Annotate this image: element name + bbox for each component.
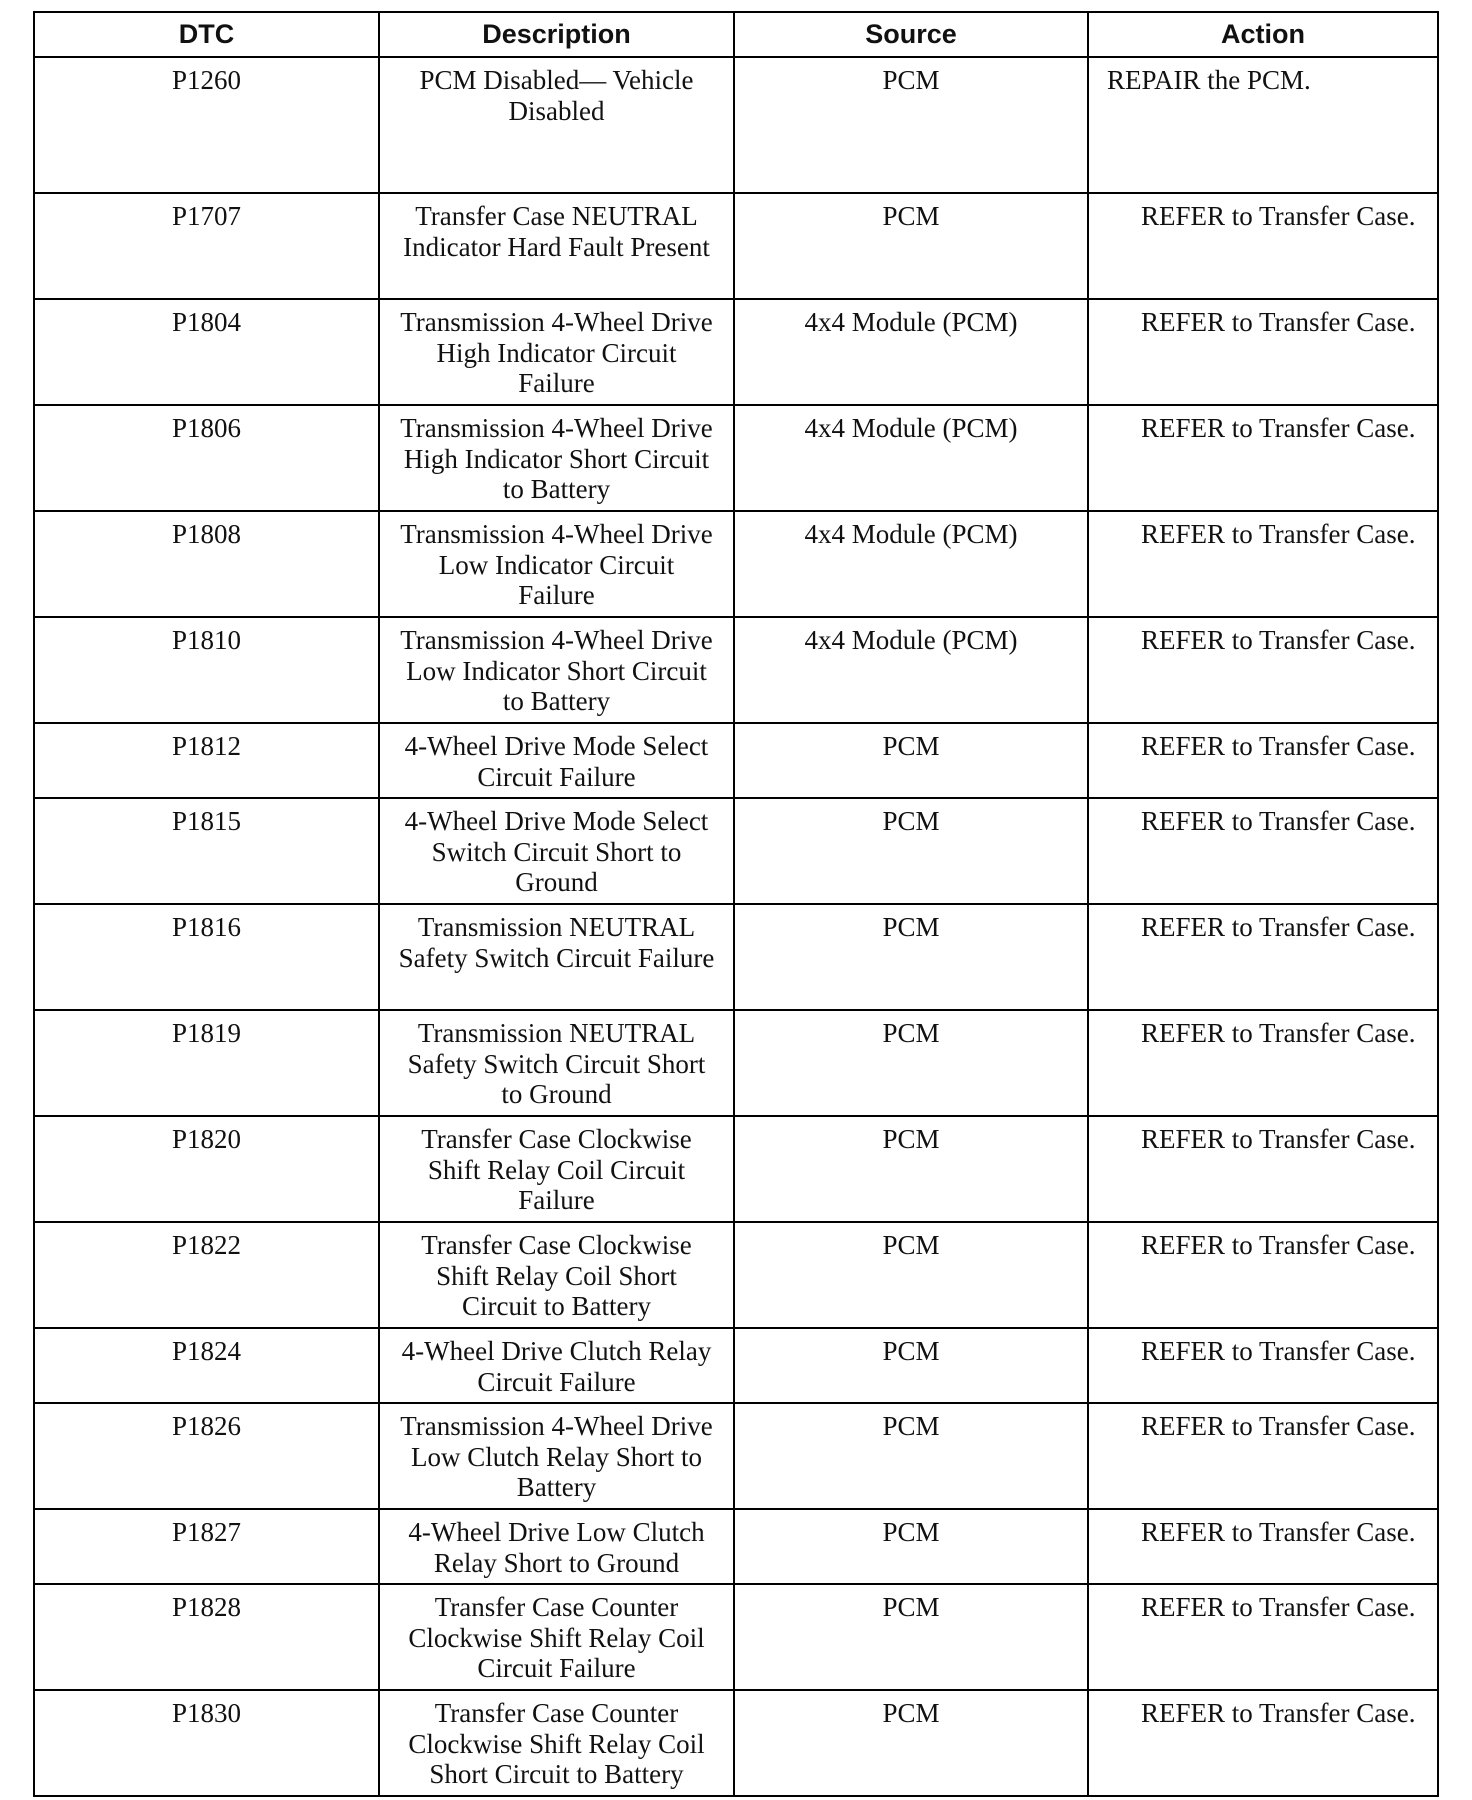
- table-row: [34, 511, 1438, 617]
- dtc-description: Transmission NEUTRAL Safety Switch Circuit Short to Ground: [379, 1010, 734, 1116]
- dtc-action: REFER to Transfer Case.: [1088, 1010, 1438, 1116]
- dtc-source: PCM: [734, 1010, 1088, 1116]
- table-row: [34, 1403, 1438, 1509]
- dtc-code: P1824: [34, 1328, 379, 1403]
- dtc-code: P1820: [34, 1116, 379, 1222]
- dtc-code: P1826: [34, 1403, 379, 1509]
- dtc-source: 4x4 Module (PCM): [734, 617, 1088, 723]
- dtc-action: REFER to Transfer Case.: [1088, 193, 1438, 299]
- dtc-action: REFER to Transfer Case.: [1088, 904, 1438, 1010]
- table-row: [34, 1116, 1438, 1222]
- table-row: [34, 57, 1438, 193]
- dtc-description: Transmission 4-Wheel Drive Low Indicator Circuit Failure: [379, 511, 734, 617]
- table-row: [34, 798, 1438, 904]
- dtc-description: PCM Disabled— Vehicle Disabled: [379, 57, 734, 193]
- dtc-code: P1808: [34, 511, 379, 617]
- dtc-source: 4x4 Module (PCM): [734, 405, 1088, 511]
- dtc-action: REPAIR the PCM.: [1088, 57, 1438, 193]
- dtc-action: REFER to Transfer Case.: [1088, 299, 1438, 405]
- dtc-source: 4x4 Module (PCM): [734, 299, 1088, 405]
- dtc-action: REFER to Transfer Case.: [1088, 1328, 1438, 1403]
- dtc-code: P1828: [34, 1584, 379, 1690]
- dtc-action: REFER to Transfer Case.: [1088, 723, 1438, 798]
- dtc-code: P1815: [34, 798, 379, 904]
- dtc-description: Transmission 4-Wheel Drive High Indicator Short Circuit to Battery: [379, 405, 734, 511]
- dtc-source: PCM: [734, 1690, 1088, 1796]
- dtc-source: PCM: [734, 1509, 1088, 1584]
- dtc-code: P1806: [34, 405, 379, 511]
- dtc-code: P1816: [34, 904, 379, 1010]
- dtc-source: PCM: [734, 904, 1088, 1010]
- dtc-source: PCM: [734, 57, 1088, 193]
- dtc-code: P1819: [34, 1010, 379, 1116]
- dtc-action: REFER to Transfer Case.: [1088, 1403, 1438, 1509]
- dtc-action: REFER to Transfer Case.: [1088, 1509, 1438, 1584]
- dtc-action: REFER to Transfer Case.: [1088, 617, 1438, 723]
- dtc-description: Transfer Case Counter Clockwise Shift Relay Coil Short Circuit to Battery: [379, 1690, 734, 1796]
- dtc-description: Transmission 4-Wheel Drive Low Clutch Relay Short to Battery: [379, 1403, 734, 1509]
- header-source: Source: [734, 12, 1088, 57]
- dtc-code: P1260: [34, 57, 379, 193]
- dtc-description: Transmission 4-Wheel Drive High Indicator Circuit Failure: [379, 299, 734, 405]
- dtc-description: Transfer Case Clockwise Shift Relay Coil Short Circuit to Battery: [379, 1222, 734, 1328]
- table-row: [34, 1509, 1438, 1584]
- dtc-action: REFER to Transfer Case.: [1088, 1690, 1438, 1796]
- table-row: [34, 405, 1438, 511]
- dtc-table: [33, 11, 1439, 1797]
- dtc-source: 4x4 Module (PCM): [734, 511, 1088, 617]
- table-row: [34, 617, 1438, 723]
- dtc-description: 4-Wheel Drive Low Clutch Relay Short to Ground: [379, 1509, 734, 1584]
- dtc-action: REFER to Transfer Case.: [1088, 1116, 1438, 1222]
- dtc-action: REFER to Transfer Case.: [1088, 1222, 1438, 1328]
- dtc-source: PCM: [734, 723, 1088, 798]
- dtc-code: P1810: [34, 617, 379, 723]
- dtc-code: P1822: [34, 1222, 379, 1328]
- dtc-source: PCM: [734, 193, 1088, 299]
- table-row: [34, 1584, 1438, 1690]
- header-description: Description: [379, 12, 734, 57]
- dtc-description: Transmission 4-Wheel Drive Low Indicator Short Circuit to Battery: [379, 617, 734, 723]
- table-header-row: [34, 12, 1438, 57]
- table-row: [34, 1690, 1438, 1796]
- dtc-description: Transmission NEUTRAL Safety Switch Circuit Failure: [379, 904, 734, 1010]
- table-row: [34, 1328, 1438, 1403]
- dtc-action: REFER to Transfer Case.: [1088, 511, 1438, 617]
- table-row: [34, 1222, 1438, 1328]
- dtc-description: 4-Wheel Drive Mode Select Circuit Failure: [379, 723, 734, 798]
- dtc-description: Transfer Case NEUTRAL Indicator Hard Fault Present: [379, 193, 734, 299]
- table-row: [34, 904, 1438, 1010]
- header-action: Action: [1088, 12, 1438, 57]
- dtc-description: Transfer Case Counter Clockwise Shift Relay Coil Circuit Failure: [379, 1584, 734, 1690]
- dtc-source: PCM: [734, 1328, 1088, 1403]
- dtc-description: 4-Wheel Drive Clutch Relay Circuit Failure: [379, 1328, 734, 1403]
- table-row: [34, 1010, 1438, 1116]
- dtc-source: PCM: [734, 1222, 1088, 1328]
- dtc-action: REFER to Transfer Case.: [1088, 1584, 1438, 1690]
- header-dtc: DTC: [34, 12, 379, 57]
- dtc-source: PCM: [734, 798, 1088, 904]
- dtc-code: P1804: [34, 299, 379, 405]
- dtc-code: P1707: [34, 193, 379, 299]
- dtc-code: P1827: [34, 1509, 379, 1584]
- dtc-action: REFER to Transfer Case.: [1088, 405, 1438, 511]
- dtc-action: REFER to Transfer Case.: [1088, 798, 1438, 904]
- table-row: [34, 723, 1438, 798]
- dtc-code: P1830: [34, 1690, 379, 1796]
- dtc-source: PCM: [734, 1584, 1088, 1690]
- dtc-description: Transfer Case Clockwise Shift Relay Coil Circuit Failure: [379, 1116, 734, 1222]
- dtc-source: PCM: [734, 1116, 1088, 1222]
- dtc-code: P1812: [34, 723, 379, 798]
- dtc-description: 4-Wheel Drive Mode Select Switch Circuit Short to Ground: [379, 798, 734, 904]
- dtc-source: PCM: [734, 1403, 1088, 1509]
- table-row: [34, 193, 1438, 299]
- table-row: [34, 299, 1438, 405]
